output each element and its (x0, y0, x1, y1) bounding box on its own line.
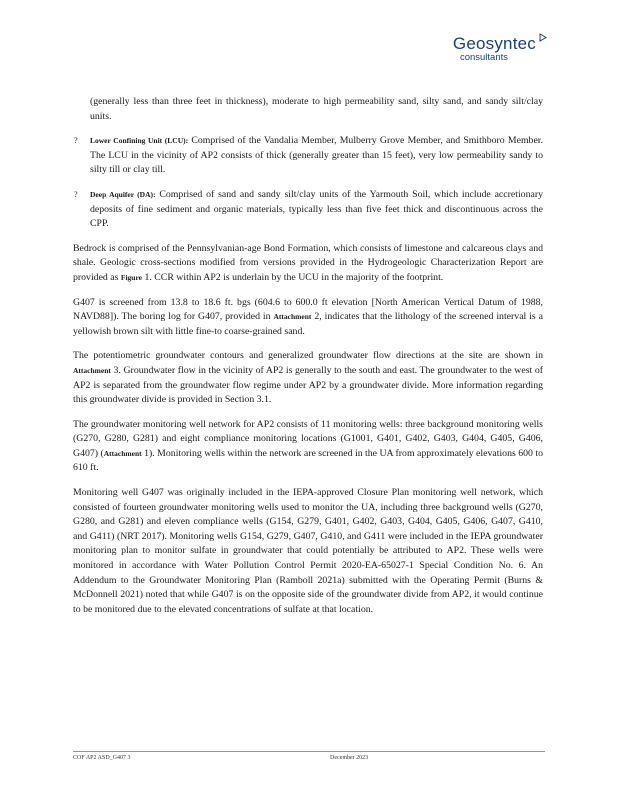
paragraph-text: 1). Monitoring wells within the network are screened in the UA from approximately elevations 600 to 610 ft. (73, 447, 543, 474)
company-logo (453, 34, 546, 63)
bullet-da (73, 188, 543, 232)
figure-reference: Figure (120, 272, 142, 282)
paragraph-monitoring-history: Monitoring well G407 was originally included in the IEPA-approved Closure Plan monitoring well network, which consisted of fourteen groundwater monitoring wells used to monitor the UA, including three background wells (G270, G280, and G281) and eleven compliance wells (G154, G279, G401, G402, G403, G404, G405, G406, G407, G410, and G411) (NRT 2017). Monitoring wells G154, G279, G407, G410, and G411 were included in the IEPA groundwater monitoring plan to monitor sulfate in groundwater that could potentially be attributed to AP2. These wells were monitored in accordance with Water Pollution Control Permit 2020-EA-65027-1 Special Condition No. 6. An Addendum to the Groundwater Monitoring Plan (Ramboll 2021a) submitted with the Operating Permit (Burns & McDonnell 2021) noted that while G407 is on the opposite side of the groundwater divide from AP2, it would continue to be monitored due to the elevated concentrations of sulfate at that location. (73, 487, 543, 615)
bullet-term: Lower Confining Unit (LCU): (90, 136, 189, 146)
brand-text: Geosyntec (452, 34, 536, 53)
footer-document-id: COF AP2 ASD_G407 3 (73, 755, 131, 761)
paragraph-bedrock (73, 242, 543, 286)
footer-divider (73, 751, 545, 752)
paragraph-text: 1. CCR within AP2 is underlain by the UCU in the majority of the footprint. (144, 271, 444, 283)
bullet-lcu (73, 134, 543, 178)
bullet-text: Comprised of the Vandalia Member, Mulberry Grove Member, and Smithboro Member. The LCU in the vicinity of AP2 consists of thick (generally greater than 15 feet), very low permeability sandy to silty till or clay till. (90, 135, 543, 176)
continuation-text: (generally less than three feet in thickness), moderate to high permeability sand, silty sand, and sandy silt/clay units. (90, 96, 543, 122)
paragraph-potentiometric (73, 349, 543, 407)
bullet-marker: ? (74, 136, 78, 146)
footer-date: December 2023 (330, 755, 369, 761)
bullet-marker: ? (74, 189, 78, 199)
paragraph-text: The potentiometric groundwater contours and generalized groundwater flow directions at the site are shown in (73, 350, 543, 362)
paragraph-text: 3. Groundwater flow in the vicinity of AP2 is generally to the south and east. The groundwater to the west of AP2 is separated from the groundwater flow regime under AP2 by a groundwater divide. More information regarding this groundwater divide is provided in Section 3.1. (73, 364, 544, 406)
attachment-reference: Attachment (273, 312, 312, 322)
attachment-reference: Attachment (73, 365, 111, 375)
bullet-term: Deep Aquifer (DA): (90, 189, 156, 199)
paragraph-text: 2, indicates that the lithology of the screened interval is a yellowish brown silt with little fine-to coarse-grained sand. (73, 311, 543, 337)
paragraph-text: G407 is screened from 13.8 to 18.6 ft. bgs (604.6 to 600.0 ft elevation [North American Vertical Datum of 1988, NAVD88]). The boring log for G407, provided in (73, 296, 543, 323)
attachment-reference: Attachment (103, 448, 142, 458)
paragraph-g407-screen (73, 296, 543, 340)
brand-name (453, 34, 546, 54)
triangle-icon (539, 33, 547, 42)
document-body (73, 95, 543, 627)
bullet-text: Comprised of sand and sandy silt/clay units of the Yarmouth Soil, which include accretionary deposits of fine sediment and organic materials, typically less than five feet thick and discontinuous across the CPP. (90, 188, 543, 230)
paragraph-text: The groundwater monitoring well network for AP2 consists of 11 monitoring wells: three background monitoring wells (G270, G280, G281) and eight compliance monitoring locations (G1001, G401, G402, G403, G404, G405, G406, G407) ( (73, 418, 543, 459)
paragraph-text: Bedrock is comprised of the Pennsylvanian-age Bond Formation, which consists of limestone and calcareous clays and shale. Geologic cross-sections modified from versions provided in the Hydrogeologic Characterization Report are provided as (73, 242, 543, 283)
brand-subtitle: consultants (459, 52, 508, 63)
paragraph-well-network (73, 418, 543, 476)
